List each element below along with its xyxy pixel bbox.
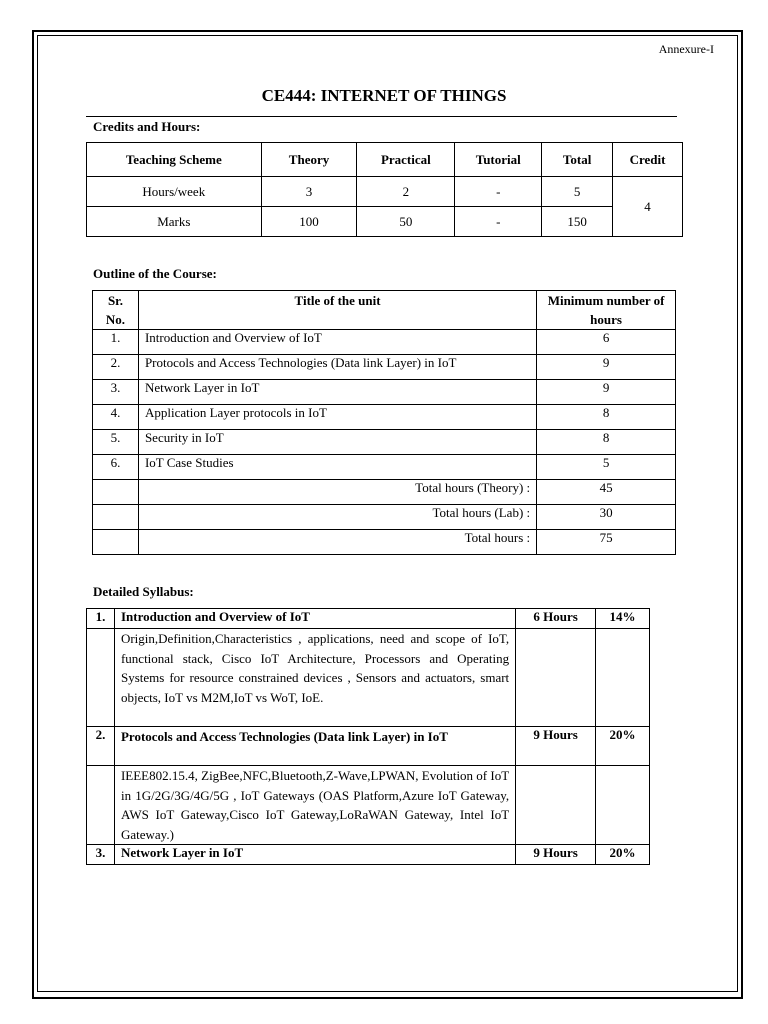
tutorial-value: - xyxy=(455,207,542,237)
title-divider xyxy=(86,116,677,117)
unit-hours: 9 xyxy=(537,380,676,405)
empty-cell xyxy=(596,629,650,727)
empty-cell xyxy=(93,480,139,505)
sr-no: 5. xyxy=(93,430,139,455)
unit-percent: 20% xyxy=(596,727,650,766)
sr-no: 4. xyxy=(93,405,139,430)
page-title: CE444: INTERNET OF THINGS xyxy=(261,86,507,105)
table-row xyxy=(93,430,676,455)
table-row xyxy=(93,355,676,380)
unit-title: Network Layer in IoT xyxy=(138,380,536,405)
total-value: 150 xyxy=(542,207,613,237)
total-value: 75 xyxy=(537,530,676,555)
empty-cell xyxy=(93,530,139,555)
outline-table xyxy=(92,290,676,555)
unit-title: IoT Case Studies xyxy=(138,455,536,480)
empty-cell xyxy=(87,766,115,845)
practical-value: 50 xyxy=(357,207,455,237)
syllabus-heading: Detailed Syllabus: xyxy=(93,584,194,599)
unit-hours: 5 xyxy=(537,455,676,480)
tutorial-value: - xyxy=(455,177,542,207)
table-row xyxy=(93,330,676,355)
sr-no: 6. xyxy=(93,455,139,480)
header-theory: Theory xyxy=(261,143,357,177)
header-credit: Credit xyxy=(613,143,683,177)
total-value: 5 xyxy=(542,177,613,207)
unit-no: 1. xyxy=(87,609,115,629)
credits-table xyxy=(86,142,683,237)
total-row-theory xyxy=(93,480,676,505)
unit-title: Security in IoT xyxy=(138,430,536,455)
credit-value: 4 xyxy=(613,177,683,237)
header-total: Total xyxy=(542,143,613,177)
table-row xyxy=(93,455,676,480)
row-label: Hours/week xyxy=(87,177,262,207)
unit-hours: 6 Hours xyxy=(516,609,596,629)
theory-value: 100 xyxy=(261,207,357,237)
outline-header-row xyxy=(93,291,676,330)
unit-title: Protocols and Access Technologies (Data link Layer) in IoT xyxy=(114,727,515,766)
theory-value: 3 xyxy=(261,177,357,207)
empty-cell xyxy=(596,766,650,845)
unit-no: 3. xyxy=(87,845,115,865)
unit-hours: 8 xyxy=(537,430,676,455)
unit-no: 2. xyxy=(87,727,115,766)
empty-cell xyxy=(516,629,596,727)
unit-content-row xyxy=(87,629,650,727)
table-row xyxy=(87,207,683,237)
row-label: Marks xyxy=(87,207,262,237)
unit-hours: 9 Hours xyxy=(516,727,596,766)
header-sr-no: Sr. No. xyxy=(93,291,139,330)
total-label: Total hours (Lab) : xyxy=(138,505,536,530)
annexure-label: Annexure-I xyxy=(658,42,714,56)
table-row xyxy=(93,380,676,405)
outline-heading: Outline of the Course: xyxy=(93,266,217,281)
table-row xyxy=(93,405,676,430)
total-row-lab xyxy=(93,505,676,530)
sr-no: 2. xyxy=(93,355,139,380)
total-label: Total hours (Theory) : xyxy=(138,480,536,505)
total-label: Total hours : xyxy=(138,530,536,555)
unit-hours: 8 xyxy=(537,405,676,430)
credits-heading: Credits and Hours: xyxy=(93,119,201,134)
empty-cell xyxy=(87,629,115,727)
unit-content: IEEE802.15.4, ZigBee,NFC,Bluetooth,Z-Wave,LPWAN, Evolution of IoT in 1G/2G/3G/4G/5G , IoT Gateways (OAS Platform,Azure IoT Gateway, AWS IoT Gateway,Cisco IoT Gateway,LoRaWAN Gateway, Intel IoT Gateway.) xyxy=(114,766,515,845)
unit-hours: 9 xyxy=(537,355,676,380)
empty-cell xyxy=(93,505,139,530)
total-value: 45 xyxy=(537,480,676,505)
unit-header-row xyxy=(87,609,650,629)
sr-no: 3. xyxy=(93,380,139,405)
credits-header-row xyxy=(87,143,683,177)
sr-no: 1. xyxy=(93,330,139,355)
unit-header-row xyxy=(87,845,650,865)
unit-percent: 20% xyxy=(596,845,650,865)
unit-hours: 9 Hours xyxy=(516,845,596,865)
practical-value: 2 xyxy=(357,177,455,207)
syllabus-table xyxy=(86,608,650,865)
unit-hours: 6 xyxy=(537,330,676,355)
total-value: 30 xyxy=(537,505,676,530)
empty-cell xyxy=(516,766,596,845)
total-row-all xyxy=(93,530,676,555)
header-tutorial: Tutorial xyxy=(455,143,542,177)
unit-title: Network Layer in IoT xyxy=(114,845,515,865)
unit-title: Protocols and Access Technologies (Data link Layer) in IoT xyxy=(138,355,536,380)
unit-header-row xyxy=(87,727,650,766)
unit-content-row xyxy=(87,766,650,845)
header-unit-title: Title of the unit xyxy=(138,291,536,330)
unit-percent: 14% xyxy=(596,609,650,629)
header-teaching-scheme: Teaching Scheme xyxy=(87,143,262,177)
header-practical: Practical xyxy=(357,143,455,177)
unit-title: Introduction and Overview of IoT xyxy=(138,330,536,355)
unit-title: Introduction and Overview of IoT xyxy=(114,609,515,629)
header-min-hours: Minimum number of hours xyxy=(537,291,676,330)
table-row xyxy=(87,177,683,207)
unit-title: Application Layer protocols in IoT xyxy=(138,405,536,430)
unit-content: Origin,Definition,Characteristics , applications, need and scope of IoT, functional stack, Cisco IoT Architecture, Processors and Operating Systems for resource constrained devices , Sensors and actuators, smart objects, IoT vs M2M,IoT vs WoT, IoE. xyxy=(114,629,515,727)
